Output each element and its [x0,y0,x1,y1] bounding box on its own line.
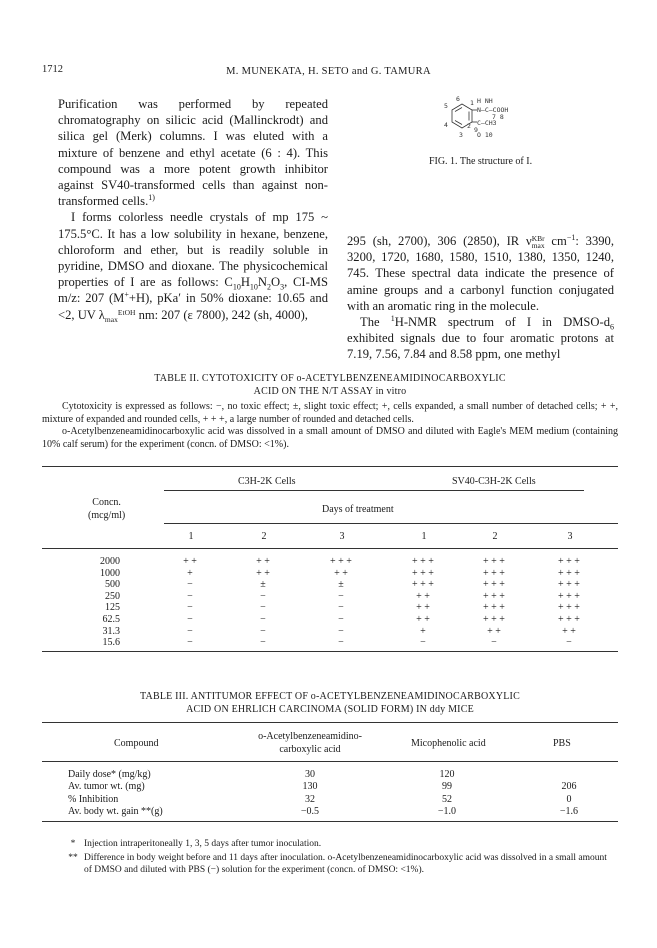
paragraph-spectral: 295 (sh, 2700), 306 (2850), IR νKBr $\max cm^{-1}$: 3390, 3200, 1720, 1680, 1580, 1510, 1380, 1350, 1240, 745. These spectral data indicate the presence of amine groups and a carbonyl function conjugated with an aromatic ring in the molecule. [347,232,614,313]
table2-group1-header: C3H-2K Cells [238,476,296,487]
atom-label-9: 9 [474,126,478,134]
table2-concn-cell: 2000 [100,556,120,567]
table2-cell: + + + [412,567,434,579]
table3-cell: 30 [305,769,315,780]
table2-cell: + + + [483,556,505,567]
table2-concn-cell: 62.5 [102,614,120,625]
table2-cell: + + + [483,579,505,591]
table3-cell: 99 [442,781,452,793]
table2-note-legend: Cytotoxicity is expressed as follows: −, no toxic effect; ±, slight toxic effect; +, cells expanded, a small number of detached cells; + +, mixture of expanded and rounded cells, + + +, a large number of rounded and detached cells. [42,401,618,425]
table2-cell: − [260,602,266,614]
table2-cell: + + [416,602,430,614]
table2-cell: − [491,637,497,649]
atom-label-cooh: N–C–COOH [477,106,509,114]
table3-header-rule [42,761,618,762]
table2-cell: − [338,590,344,602]
paragraph-nmr: The $^1$H-NMR spectrum of I in DMSO-$d_6$ exhibited signals due to four aromatic protons at 7.19, 7.56, 7.84 and 8.58 ppm, one methyl [347,313,614,362]
table2-cell: + + + [412,579,434,591]
atom-label-1: 1 [470,99,474,107]
table2-header-rule [42,548,618,549]
table2-subheader-rule [164,523,618,524]
table2-cell: + + [487,625,501,637]
table2-day-header: 1 [421,531,427,542]
table2-cell: − [260,637,266,649]
table2-cell: − [338,625,344,637]
table2-note-method: o-Acetylbenzeneamidinocarboxylic acid was dissolved in a small amount of DMSO and diluted with Eagle's MEM medium (containing 10% calf serum) for the experiment (concn. of DMSO: <1%). [42,426,618,450]
page-number: 1712 [42,64,63,75]
table3-cell: 206 [561,781,577,793]
table2-cell: − [187,590,193,602]
table3-cell: −1.0 [437,806,457,818]
table2-cell: + + + [412,556,434,567]
table2-cell: + + [256,556,270,567]
table2-cell: − [566,637,572,649]
table2-cell: + + + [558,614,580,625]
table2-cell: − [187,579,193,591]
table2-cell: + + + [558,556,580,567]
table2-cell: − [187,625,193,637]
paragraph-properties: I forms colorless needle crystals of mp 175 ~ 175.5°C. It has a low solubility in hexane, benzene, chloroform and ether, but is readily soluble in pyridine, DMSO and dioxane. The physicochemical properties of I are as follows: $C_{10}H_{10}N_2O_3$, CI-MS m/z: 207 (M++H), pKa′ in 50% dioxane: 10.65 and <2, UV λ EtOH max nm: 207 (ε 7800), 242 (sh, 4000), [58,210,328,324]
paragraph-purification: Purification was performed by repeated chromatography on silicic acid (Mallinckrodt) and silica gel (Merk) columns. I was eluted with a mixture of benzene and ethyl acetate (6 : 4). This compound was a more potent growth inhibitor against SV40-transformed cells than against non-transformed cells.$^{1)}$ [58,97,328,209]
table3-header-pbs: PBS [553,738,571,749]
atom-label-o10: O 10 [477,131,493,139]
atom-label-6: 6 [456,96,460,103]
table2-group2-header: SV40-C3H-2K Cells [452,476,536,487]
atom-label-5: 5 [444,102,448,110]
table2-concn-header: Concn. (mcg/ml) [88,497,126,521]
table3-cell: −1.6 [559,806,579,818]
table2-cell: + + + [558,590,580,602]
atom-label-4: 4 [444,121,448,129]
table3-cell: 52 [442,793,452,805]
table2-day-header: 2 [492,531,498,542]
table3-row-label: Av. body wt. gain **(g) [68,806,163,818]
table2-cell: + + [562,625,576,637]
table3-cell: 130 [302,781,318,793]
table2-cell: + + + [330,556,352,567]
table2-cell: + + + [483,567,505,579]
table2-cell: + + + [483,614,505,625]
table2-concn-cell: 1000 [100,567,120,579]
table2-cell: − [187,637,193,649]
table2-concn-cell: 250 [105,590,120,602]
table2-day-header: 3 [567,531,573,542]
atom-label-ch3: C–CH3 [477,119,497,127]
table2-cell: − [260,590,266,602]
atom-label-hnh: H NH [477,97,493,105]
table3-row-label: % Inhibition [68,793,119,805]
table2-cell: + + + [558,579,580,591]
table2-concn-cell: 125 [105,602,120,614]
table2-days-header: Days of treatment [322,504,394,515]
table2-day-header: 3 [339,531,345,542]
left-column [58,96,328,323]
atom-label-78: 7 8 [492,113,504,121]
table3-cell: 32 [305,793,315,805]
table2-cell: − [338,637,344,649]
figure-caption: FIG. 1. The structure of I. [428,156,533,167]
table3-cell: 120 [439,769,455,780]
table3-top-rule [42,722,618,723]
table2-cell: ± [338,579,344,591]
table2-cell: − [187,614,193,625]
table2-group2-rule [376,490,584,491]
table2-cell: − [338,602,344,614]
table2-cell: + + [334,567,348,579]
table2-cell: + + [256,567,270,579]
table2-group1-rule [164,490,376,491]
table2-cell: − [420,637,426,649]
table2-day-header: 2 [261,531,267,542]
table2-cell: − [338,614,344,625]
table2-bottom-rule [42,651,618,652]
atom-label-3: 3 [459,131,463,139]
chemical-structure-figure [430,96,530,154]
table2-notes [42,401,618,451]
table3-header-compound: Compound [114,738,159,749]
table3-row-label: Daily dose* (mg/kg) [68,769,151,780]
running-header-authors: M. MUNEKATA, H. SETO and G. TAMURA [226,66,431,77]
table2-cell: + + + [483,602,505,614]
table3-footnote-2: ** Difference in body weight before and 11 days after inoculation. o-Acetylbenzeneamidinocarboxylic acid was dissolved in a small amount of DMSO and diluted with PBS (−) solution for the experiment (concn. of DMSO: <1%). [68,853,607,875]
table2-cell: + + + [483,590,505,602]
table2-concn-cell: 15.6 [102,637,120,649]
table2-concn-cell: 500 [105,579,120,591]
table2-cell: + [187,567,193,579]
table3-footnote-1: * Injection intraperitoneally 1, 3, 5 days after tumor inoculation. [70,839,322,849]
table2-concn-cell: 31.3 [102,625,120,637]
right-column [347,233,614,363]
table2-cell: + [420,625,426,637]
table2-cell: + + + [558,602,580,614]
atom-label-2: 2 [467,122,471,130]
table2-cell: + + [416,614,430,625]
table2-cell: − [260,625,266,637]
table3-row-label: Av. tumor wt. (mg) [68,781,145,793]
table3-bottom-rule [42,821,618,822]
table3-header-acid: o-Acetylbenzeneamidino- carboxylic acid [258,731,362,755]
table2-top-rule [42,466,618,467]
table2-title: TABLE II. CYTOTOXICITY OF o-ACETYLBENZENEAMIDINOCARBOXYLIC ACID ON THE N/T ASSAY in vitro [154,373,506,397]
table2-cell: + + + [558,567,580,579]
table2-cell: + + [183,556,197,567]
reference-superscript: 1) [148,193,155,203]
table2-cell: − [260,614,266,625]
table2-day-header: 1 [188,531,194,542]
table2-cell: − [187,602,193,614]
table2-cell: + + [416,590,430,602]
table3-title: TABLE III. ANTITUMOR EFFECT OF o-ACETYLBENZENEAMIDINOCARBOXYLIC ACID ON EHRLICH CARCINOMA (SOLID FORM) IN ddy MICE [140,691,520,715]
table2-cell: ± [260,579,266,591]
table3-header-micophenolic: Micophenolic acid [411,738,486,749]
table3-cell: −0.5 [300,806,320,818]
table3-cell: 0 [566,793,572,805]
